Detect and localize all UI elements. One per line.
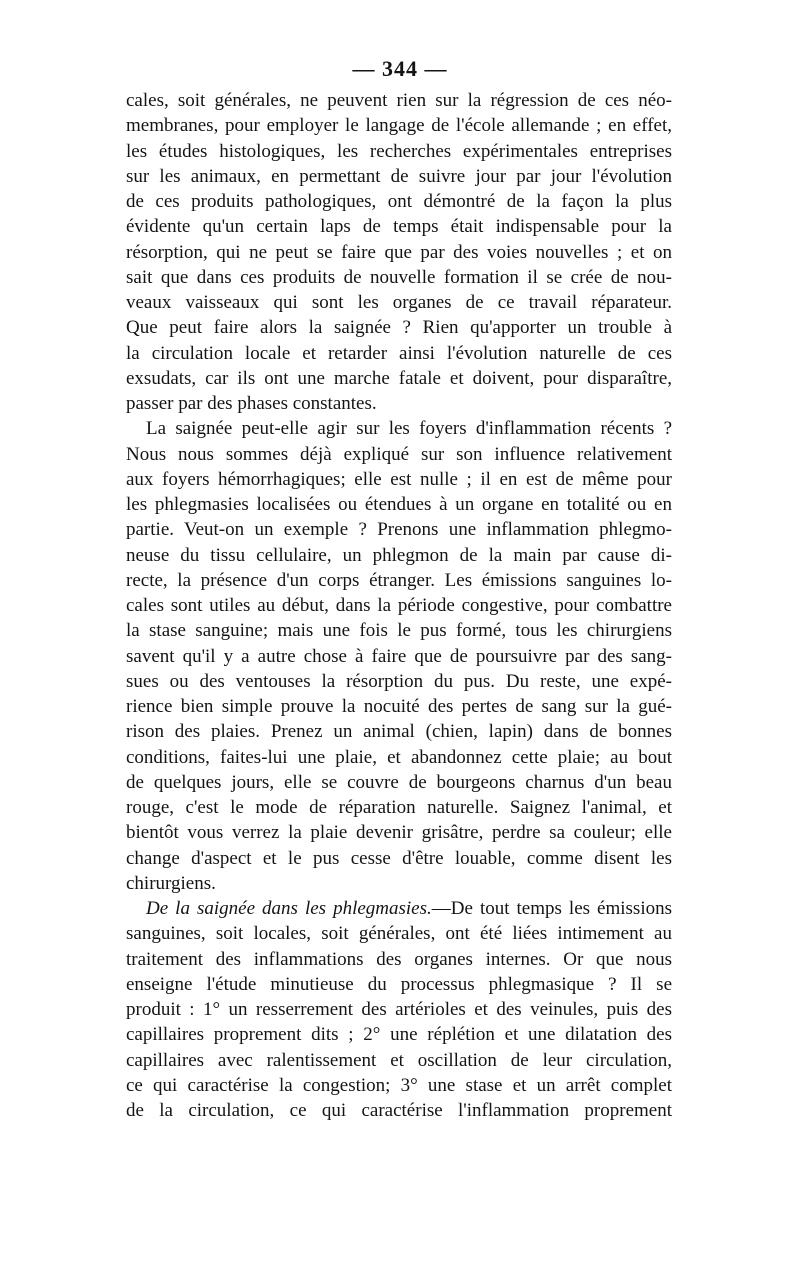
text-line: exsudats, car ils ont une marche fatale et doivent, pour disparaître,: [126, 367, 672, 389]
text-line: la stase sanguine; mais une fois le pus formé, tous les chirurgiens: [126, 620, 672, 642]
text-line: ce qui caractérise la congestion; 3° une stase et un arrêt complet: [126, 1074, 672, 1096]
text-line: change d'aspect et le pus cesse d'être louable, comme disent les: [126, 847, 672, 869]
text-line: cales sont utiles au début, dans la période congestive, pour combattre: [126, 595, 672, 616]
text-line: veaux vaisseaux qui sont les organes de ce travail réparateur.: [126, 292, 672, 313]
text-line: conditions, faites-lui une plaie, et abandonnez cette plaie; au bout: [126, 746, 672, 768]
text-line: bientôt vous verrez la plaie devenir grisâtre, perdre sa couleur; elle: [126, 822, 672, 844]
text-line: rouge, c'est le mode de réparation naturelle. Saignez l'animal, et: [126, 797, 672, 818]
page-number: — 344 —: [352, 56, 448, 81]
text-line: sait que dans ces produits de nouvelle formation il se crée de nou-: [126, 266, 672, 288]
text-line: partie. Veut-on un exemple ? Prenons une inflammation phlegmo-: [126, 519, 672, 541]
text-line: produit : 1° un resserrement des artérioles et des veinules, puis des: [126, 999, 672, 1020]
text-line: membranes, pour employer le langage de l'école allemande ; en effet,: [126, 115, 672, 137]
text-line: capillaires proprement dits ; 2° une réplétion et une dilatation des: [126, 1024, 672, 1046]
text-line: de la circulation, ce qui caractérise l'inflammation proprement: [126, 1100, 672, 1121]
text-line: rison des plaies. Prenez un animal (chien, lapin) dans de bonnes: [126, 721, 672, 743]
text-line: rience bien simple prouve la nocuité des pertes de sang sur la gué-: [126, 696, 672, 717]
text-line: résorption, qui ne peut se faire que par des voies nouvelles ; et on: [126, 241, 672, 263]
text-line: évidente qu'un certain laps de temps était indispensable pour la: [126, 216, 672, 238]
text-line: cales, soit générales, ne peuvent rien sur la régression de ces néo-: [126, 90, 672, 111]
text-line: passer par des phases constantes.: [126, 393, 377, 414]
text-line: de ces produits pathologiques, ont démontré de la façon la plus: [126, 191, 672, 212]
text-line: les phlegmasies localisées ou étendues à un organe en totalité ou en: [126, 494, 672, 515]
section-heading: De la saignée dans les phlegmasies.: [146, 898, 432, 919]
text-line: savent qu'il y a autre chose à faire que de poursuivre par des sang-: [126, 645, 672, 667]
text-line: sur les animaux, en permettant de suivre jour par jour l'évolution: [126, 165, 672, 187]
text-line: de quelques jours, elle se couvre de bourgeons charnus d'un beau: [126, 771, 672, 793]
text-line: les études histologiques, les recherches expérimentales entreprises: [126, 140, 672, 162]
text-line: Que peut faire alors la saignée ? Rien qu'apporter un trouble à: [126, 317, 672, 339]
text-line: sanguines, soit locales, soit générales, ont été liées intimement au: [126, 923, 672, 945]
text-line: capillaires avec ralentissement et oscillation de leur circulation,: [126, 1049, 672, 1071]
text-line: aux foyers hémorrhagiques; elle est nulle ; il en est de même pour: [126, 468, 672, 490]
text-line-rest: —De tout temps les émissions: [431, 898, 672, 919]
text-line: [126, 896, 672, 921]
text-line: enseigne l'étude minutieuse du processus phlegmasique ? Il se: [126, 973, 672, 995]
text-line: traitement des inflammations des organes internes. Or que nous: [126, 948, 672, 970]
text-line: chirurgiens.: [126, 872, 216, 894]
body-text: [126, 88, 672, 1123]
text-line: recte, la présence d'un corps étranger. Les émissions sanguines lo-: [126, 569, 672, 591]
text-line: La saignée peut-elle agir sur les foyers d'inflammation récents ?: [146, 418, 672, 440]
text-line: sues ou des ventouses la résorption du pus. Du reste, une expé-: [126, 670, 672, 692]
text-line: Nous nous sommes déjà expliqué sur son influence relativement: [126, 443, 672, 465]
text-line: la circulation locale et retarder ainsi l'évolution naturelle de ces: [126, 342, 672, 364]
text-line: neuse du tissu cellulaire, un phlegmon de la main par cause di-: [126, 544, 672, 566]
